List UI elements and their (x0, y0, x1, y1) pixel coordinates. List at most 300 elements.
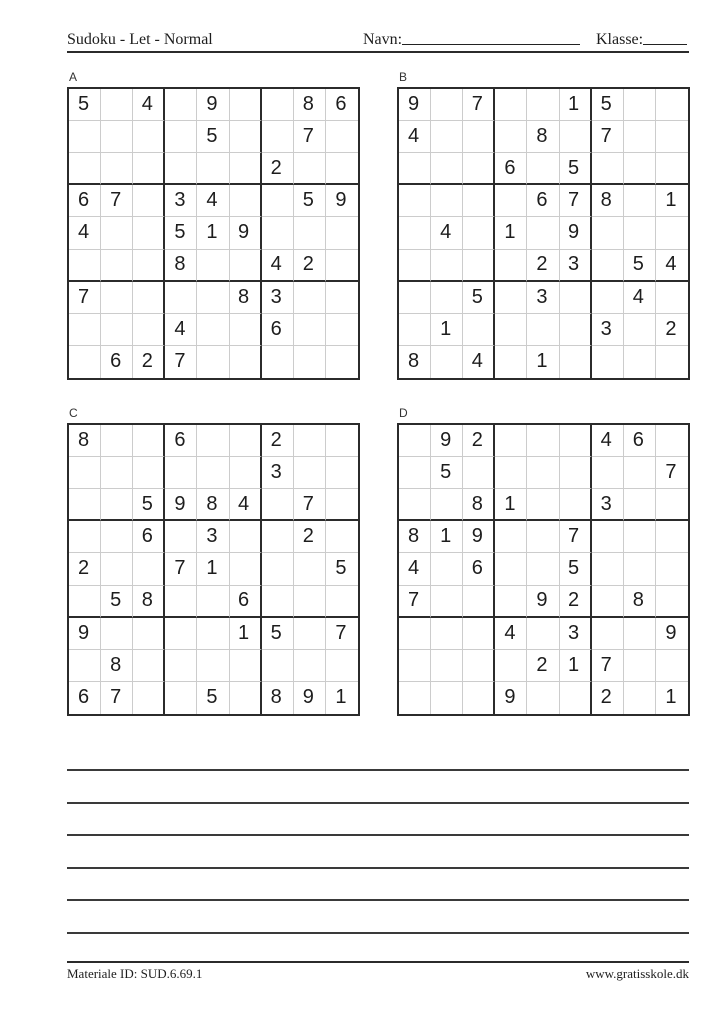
sudoku-cell (230, 346, 262, 378)
sudoku-cell (165, 521, 197, 553)
sudoku-cell (101, 553, 133, 585)
sudoku-cell (495, 425, 527, 457)
sudoku-cell: 1 (230, 618, 262, 650)
sudoku-cell (592, 250, 624, 282)
sudoku-cell (133, 314, 165, 346)
sudoku-cell (624, 217, 656, 249)
sudoku-cell (69, 489, 101, 521)
material-id: Materiale ID: SUD.6.69.1 (67, 966, 203, 981)
sudoku-cell: 2 (262, 425, 294, 457)
sudoku-cell (592, 553, 624, 585)
sudoku-cell (495, 553, 527, 585)
sudoku-cell (399, 425, 431, 457)
sudoku-cell: 7 (592, 121, 624, 153)
sudoku-cell: 9 (560, 217, 592, 249)
sudoku-cell (431, 282, 463, 314)
sudoku-cell (560, 282, 592, 314)
sudoku-cell (463, 250, 495, 282)
sudoku-cell (197, 425, 229, 457)
sudoku-cell (326, 586, 358, 618)
sudoku-cell (656, 586, 688, 618)
sudoku-cell: 4 (624, 282, 656, 314)
sudoku-cell: 1 (656, 185, 688, 217)
sudoku-cell: 9 (527, 586, 559, 618)
sudoku-cell (326, 121, 358, 153)
sudoku-cell (262, 650, 294, 682)
sudoku-cell: 7 (101, 185, 133, 217)
sudoku-cell: 6 (165, 425, 197, 457)
sudoku-cell: 7 (294, 121, 326, 153)
sudoku-cell: 3 (560, 250, 592, 282)
sudoku-cell: 4 (495, 618, 527, 650)
sudoku-cell: 4 (197, 185, 229, 217)
sudoku-cell: 4 (69, 217, 101, 249)
sudoku-cell (101, 217, 133, 249)
sudoku-cell: 2 (69, 553, 101, 585)
sudoku-cell: 9 (165, 489, 197, 521)
sudoku-cell (165, 586, 197, 618)
sudoku-cell: 6 (101, 346, 133, 378)
sudoku-cell (262, 521, 294, 553)
sudoku-cell: 8 (133, 586, 165, 618)
sudoku-cell: 9 (230, 217, 262, 249)
sudoku-cell (463, 314, 495, 346)
sudoku-cell (624, 89, 656, 121)
sudoku-cell: 8 (399, 346, 431, 378)
class-blank-line (643, 32, 687, 45)
sudoku-cell: 9 (463, 521, 495, 553)
sudoku-cell (527, 618, 559, 650)
puzzle-a (67, 70, 360, 380)
sudoku-cell (463, 185, 495, 217)
sudoku-cell (294, 217, 326, 249)
sudoku-cell (133, 250, 165, 282)
sudoku-cell (197, 618, 229, 650)
sudoku-cell: 5 (463, 282, 495, 314)
sudoku-cell (230, 650, 262, 682)
sudoku-cell (399, 250, 431, 282)
sudoku-cell: 7 (560, 185, 592, 217)
sudoku-cell (165, 650, 197, 682)
sudoku-cell: 4 (592, 425, 624, 457)
sudoku-cell (399, 650, 431, 682)
page-title: Sudoku - Let - Normal (67, 31, 213, 48)
writing-line (67, 769, 689, 771)
sudoku-cell (197, 346, 229, 378)
sudoku-cell: 1 (560, 89, 592, 121)
sudoku-cell (165, 282, 197, 314)
sudoku-cell (463, 153, 495, 185)
sudoku-cell (560, 425, 592, 457)
sudoku-cell: 1 (495, 217, 527, 249)
sudoku-cell: 9 (399, 89, 431, 121)
sudoku-cell (326, 489, 358, 521)
sudoku-cell (262, 553, 294, 585)
sudoku-cell (262, 586, 294, 618)
sudoku-cell: 8 (197, 489, 229, 521)
sudoku-cell: 6 (495, 153, 527, 185)
sudoku-cell (495, 185, 527, 217)
sudoku-cell (656, 553, 688, 585)
sudoku-cell (527, 153, 559, 185)
sudoku-cell: 7 (656, 457, 688, 489)
sudoku-cell (230, 457, 262, 489)
sudoku-cell: 8 (262, 682, 294, 714)
sudoku-cell (326, 217, 358, 249)
sudoku-cell (69, 250, 101, 282)
sudoku-cell: 7 (399, 586, 431, 618)
sudoku-cell (656, 89, 688, 121)
sudoku-cell: 3 (165, 185, 197, 217)
sudoku-grid-b (397, 87, 690, 380)
sudoku-cell (656, 217, 688, 249)
sudoku-cell: 7 (69, 282, 101, 314)
sudoku-cell (463, 650, 495, 682)
sudoku-cell: 4 (133, 89, 165, 121)
sudoku-cell (133, 153, 165, 185)
sudoku-cell (230, 425, 262, 457)
sudoku-cell: 8 (527, 121, 559, 153)
sudoku-cell (326, 282, 358, 314)
sudoku-cell (463, 217, 495, 249)
sudoku-cell (230, 185, 262, 217)
sudoku-cell (69, 121, 101, 153)
sudoku-cell: 8 (165, 250, 197, 282)
sudoku-cell: 9 (326, 185, 358, 217)
class-label: Klasse: (596, 31, 644, 48)
sudoku-cell: 8 (624, 586, 656, 618)
sudoku-cell (463, 682, 495, 714)
sudoku-cell (656, 425, 688, 457)
sudoku-cell: 7 (463, 89, 495, 121)
sudoku-cell (624, 153, 656, 185)
sudoku-cell (101, 89, 133, 121)
sudoku-cell (624, 489, 656, 521)
sudoku-cell (69, 153, 101, 185)
sudoku-grid-a (67, 87, 360, 380)
sudoku-cell (69, 457, 101, 489)
sudoku-cell (463, 618, 495, 650)
sudoku-cell: 6 (326, 89, 358, 121)
sudoku-cell (101, 521, 133, 553)
sudoku-cell (495, 521, 527, 553)
sudoku-cell (133, 282, 165, 314)
sudoku-cell: 7 (294, 489, 326, 521)
sudoku-cell: 3 (592, 314, 624, 346)
sudoku-cell (527, 489, 559, 521)
sudoku-cell: 5 (431, 457, 463, 489)
sudoku-cell (624, 682, 656, 714)
sudoku-cell (495, 586, 527, 618)
sudoku-cell: 1 (197, 553, 229, 585)
sudoku-cell: 6 (69, 682, 101, 714)
sudoku-cell (101, 618, 133, 650)
sudoku-cell: 5 (592, 89, 624, 121)
sudoku-cell: 9 (431, 425, 463, 457)
sudoku-cell (165, 618, 197, 650)
sudoku-cell (431, 586, 463, 618)
sudoku-cell: 5 (69, 89, 101, 121)
sudoku-cell: 5 (560, 153, 592, 185)
sudoku-cell (560, 457, 592, 489)
sudoku-cell: 5 (294, 185, 326, 217)
sudoku-cell: 5 (326, 553, 358, 585)
sudoku-cell (133, 618, 165, 650)
sudoku-grid-c (67, 423, 360, 716)
sudoku-cell: 4 (399, 121, 431, 153)
sudoku-cell (133, 217, 165, 249)
sudoku-cell: 2 (294, 521, 326, 553)
sudoku-cell: 3 (592, 489, 624, 521)
sudoku-cell (431, 553, 463, 585)
sudoku-cell (656, 650, 688, 682)
sudoku-cell: 8 (230, 282, 262, 314)
sudoku-cell (197, 282, 229, 314)
sudoku-cell (326, 314, 358, 346)
sudoku-cell (560, 314, 592, 346)
sudoku-cell (431, 489, 463, 521)
sudoku-cell (495, 314, 527, 346)
sudoku-cell: 8 (399, 521, 431, 553)
puzzle-c (67, 406, 360, 716)
sudoku-cell (197, 650, 229, 682)
website-text: www.gratisskole.dk (585, 966, 689, 981)
sudoku-cell (560, 489, 592, 521)
sudoku-cell: 4 (262, 250, 294, 282)
sudoku-cell (197, 314, 229, 346)
sudoku-cell: 3 (560, 618, 592, 650)
sudoku-cell (656, 521, 688, 553)
footer-rule (67, 961, 689, 963)
writing-line (67, 867, 689, 869)
sudoku-cell: 6 (463, 553, 495, 585)
sudoku-cell (560, 121, 592, 153)
sudoku-cell: 4 (230, 489, 262, 521)
sudoku-cell: 6 (262, 314, 294, 346)
sudoku-cell: 6 (527, 185, 559, 217)
sudoku-cell: 1 (495, 489, 527, 521)
sudoku-cell (262, 121, 294, 153)
sudoku-cell (294, 553, 326, 585)
sudoku-cell (294, 425, 326, 457)
sudoku-cell (326, 521, 358, 553)
sudoku-cell: 9 (656, 618, 688, 650)
sudoku-cell (133, 682, 165, 714)
sudoku-cell (431, 346, 463, 378)
sudoku-cell: 6 (230, 586, 262, 618)
sudoku-cell: 9 (197, 89, 229, 121)
sudoku-cell (495, 650, 527, 682)
sudoku-cell (326, 153, 358, 185)
sudoku-cell (294, 282, 326, 314)
sudoku-cell (624, 618, 656, 650)
sudoku-cell: 8 (69, 425, 101, 457)
sudoku-cell (527, 682, 559, 714)
sudoku-cell (399, 489, 431, 521)
sudoku-cell: 7 (165, 553, 197, 585)
sudoku-cell (592, 457, 624, 489)
sudoku-cell (560, 682, 592, 714)
puzzle-b-label: B (399, 70, 408, 84)
sudoku-cell (527, 425, 559, 457)
puzzle-c-label: C (69, 406, 78, 420)
sudoku-cell (326, 425, 358, 457)
sudoku-cell (230, 314, 262, 346)
sudoku-cell (399, 282, 431, 314)
sudoku-cell (592, 153, 624, 185)
sudoku-cell (262, 217, 294, 249)
sudoku-cell (495, 457, 527, 489)
sudoku-cell (624, 553, 656, 585)
sudoku-cell (69, 314, 101, 346)
sudoku-cell (101, 153, 133, 185)
sudoku-cell: 3 (197, 521, 229, 553)
sudoku-cell: 1 (431, 314, 463, 346)
sudoku-cell (592, 346, 624, 378)
sudoku-cell (326, 250, 358, 282)
sudoku-cell: 4 (399, 553, 431, 585)
sudoku-cell: 2 (592, 682, 624, 714)
sudoku-cell: 8 (101, 650, 133, 682)
sudoku-cell (656, 153, 688, 185)
sudoku-cell (431, 618, 463, 650)
sudoku-cell (463, 457, 495, 489)
sudoku-cell: 8 (294, 89, 326, 121)
sudoku-cell (624, 521, 656, 553)
sudoku-cell: 9 (69, 618, 101, 650)
sudoku-cell (294, 153, 326, 185)
sudoku-cell (294, 346, 326, 378)
sudoku-cell (656, 282, 688, 314)
sudoku-cell (527, 217, 559, 249)
sudoku-cell (230, 682, 262, 714)
sudoku-cell (294, 314, 326, 346)
sudoku-cell (101, 121, 133, 153)
sudoku-cell: 9 (294, 682, 326, 714)
sudoku-cell: 7 (101, 682, 133, 714)
sudoku-cell (560, 346, 592, 378)
sudoku-cell: 5 (197, 121, 229, 153)
sudoku-cell (495, 89, 527, 121)
sudoku-cell (230, 89, 262, 121)
name-label: Navn: (363, 31, 403, 48)
sudoku-cell (399, 618, 431, 650)
puzzle-a-label: A (69, 70, 78, 84)
sudoku-cell (326, 650, 358, 682)
writing-line (67, 802, 689, 804)
writing-line (67, 834, 689, 836)
sudoku-cell: 5 (262, 618, 294, 650)
sudoku-cell (230, 553, 262, 585)
puzzle-b (397, 70, 690, 380)
sudoku-cell (399, 314, 431, 346)
sudoku-cell: 7 (560, 521, 592, 553)
sudoku-cell (69, 521, 101, 553)
sudoku-cell (431, 89, 463, 121)
sudoku-cell (624, 457, 656, 489)
sudoku-cell: 2 (294, 250, 326, 282)
sudoku-cell (624, 346, 656, 378)
sudoku-cell (624, 121, 656, 153)
sudoku-cell: 1 (560, 650, 592, 682)
writing-line (67, 932, 689, 934)
writing-lines (67, 769, 689, 964)
sudoku-cell (624, 314, 656, 346)
sudoku-cell (165, 89, 197, 121)
sudoku-cell: 9 (495, 682, 527, 714)
sudoku-cell (133, 457, 165, 489)
sudoku-cell (431, 682, 463, 714)
sudoku-cell (294, 457, 326, 489)
sudoku-cell (592, 521, 624, 553)
sudoku-cell: 1 (431, 521, 463, 553)
sudoku-cell: 8 (463, 489, 495, 521)
sudoku-cell (326, 457, 358, 489)
sudoku-cell (69, 346, 101, 378)
sudoku-cell (431, 185, 463, 217)
sudoku-cell: 1 (197, 217, 229, 249)
sudoku-cell (165, 457, 197, 489)
sudoku-cell (431, 153, 463, 185)
sudoku-cell (133, 650, 165, 682)
header-rule (67, 51, 689, 53)
sudoku-cell (592, 282, 624, 314)
sudoku-cell (495, 121, 527, 153)
sudoku-cell: 1 (335, 686, 347, 709)
sudoku-cell: 1 (527, 346, 559, 378)
sudoku-cell (294, 618, 326, 650)
sudoku-cell: 7 (592, 650, 624, 682)
sudoku-cell (399, 217, 431, 249)
sudoku-cell: 5 (133, 489, 165, 521)
sudoku-cell: 7 (165, 346, 197, 378)
sudoku-cell (101, 282, 133, 314)
sudoku-cell: 3 (262, 457, 294, 489)
sudoku-cell (133, 121, 165, 153)
sudoku-cell (101, 489, 133, 521)
sudoku-cell (197, 250, 229, 282)
sudoku-cell (527, 314, 559, 346)
sudoku-cell (262, 89, 294, 121)
sudoku-cell (197, 457, 229, 489)
sudoku-cell: 8 (592, 185, 624, 217)
sudoku-cell (656, 489, 688, 521)
sudoku-cell: 2 (262, 153, 294, 185)
sudoku-cell (101, 425, 133, 457)
sudoku-cell (624, 185, 656, 217)
puzzle-d (397, 406, 690, 716)
sudoku-cell: 4 (165, 314, 197, 346)
sudoku-cell: 4 (431, 217, 463, 249)
name-field-group (363, 31, 580, 49)
sudoku-cell (399, 153, 431, 185)
sudoku-cell (624, 650, 656, 682)
sudoku-cell (230, 121, 262, 153)
sudoku-cell (495, 282, 527, 314)
sudoku-cell (527, 521, 559, 553)
sudoku-cell (101, 314, 133, 346)
sudoku-cell: 4 (656, 250, 688, 282)
class-field-group (596, 31, 687, 49)
sudoku-cell (326, 346, 358, 378)
sudoku-cell: 2 (463, 425, 495, 457)
sudoku-cell (69, 586, 101, 618)
sudoku-cell (463, 586, 495, 618)
sudoku-cell (592, 217, 624, 249)
sudoku-cell: 7 (326, 618, 358, 650)
sudoku-cell (431, 121, 463, 153)
sudoku-cell (133, 185, 165, 217)
